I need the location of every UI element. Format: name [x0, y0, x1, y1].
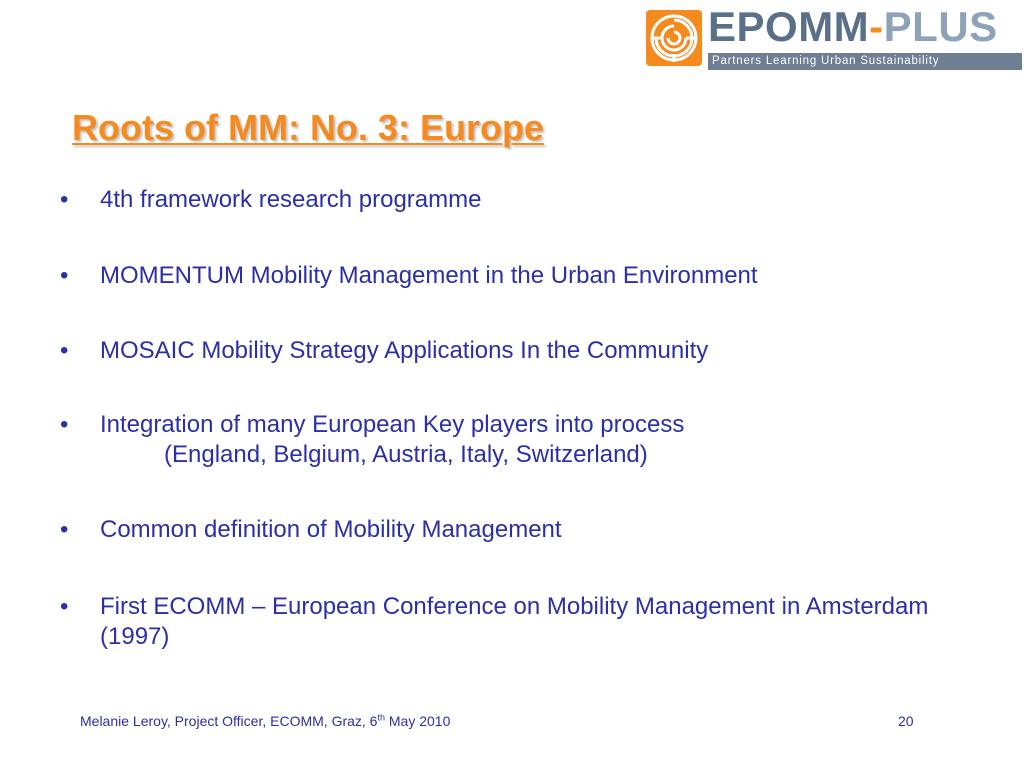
bullet-marker: •: [60, 262, 69, 289]
bullet-marker: •: [60, 411, 69, 438]
bullet-text: 4th framework research programme: [100, 186, 482, 213]
bullet-text: MOSAIC Mobility Strategy Applications In the Community: [100, 337, 709, 364]
bullet-marker: •: [60, 593, 69, 620]
bullet-text: Common definition of Mobility Management: [100, 516, 562, 543]
epomm-spiral-logo-icon: [646, 10, 702, 66]
logo-word-plus: PLUS: [883, 3, 998, 50]
bullet-marker: •: [60, 337, 69, 364]
footer-credit-sup: th: [377, 712, 385, 723]
logo-tagline: Partners Learning Urban Sustainability: [708, 53, 1022, 70]
footer-credit-prefix: Melanie Leroy, Project Officer, ECOMM, Graz, 6: [80, 713, 378, 729]
logo-wordmark: [708, 4, 998, 50]
bullet-text: First ECOMM – European Conference on Mobility Management in Amsterdam (1997): [100, 593, 929, 650]
bullet-text: Integration of many European Key players into process: [100, 411, 685, 438]
footer-credit: [80, 712, 450, 730]
bullet-marker: •: [60, 516, 69, 543]
epomm-plus-logo: [646, 3, 1022, 70]
logo-word-dash: -: [869, 3, 884, 50]
page-number: 20: [898, 713, 914, 729]
footer-credit-suffix: May 2010: [384, 713, 451, 729]
logo-word-main: EPOMM: [708, 3, 870, 50]
bullet-text: MOMENTUM Mobility Management in the Urban Environment: [100, 262, 758, 289]
bullet-subtext: (England, Belgium, Austria, Italy, Switzerland): [164, 441, 648, 468]
bullet-text-block: [100, 410, 980, 470]
slide-title: Roots of MM: No. 3: Europe: [72, 107, 544, 148]
bullet-marker: •: [60, 186, 69, 213]
